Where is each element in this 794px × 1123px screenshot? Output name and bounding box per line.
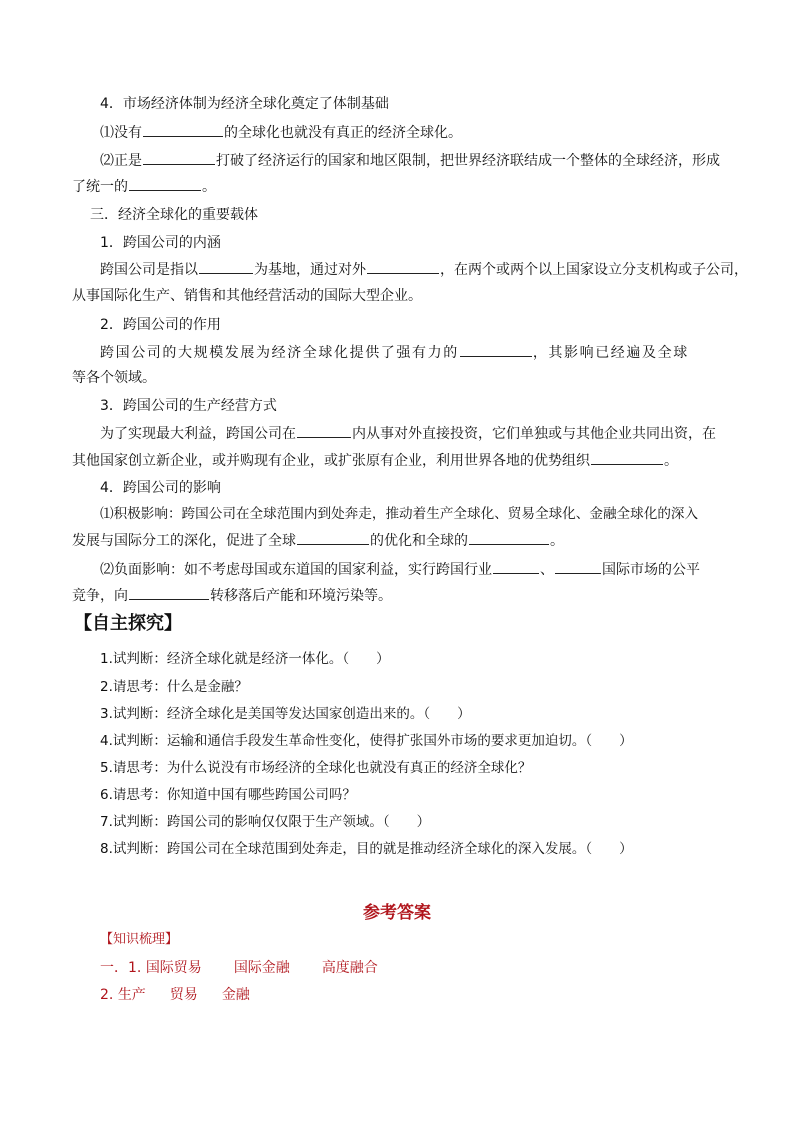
heading-p3: 3．跨国公司的生产经营方式 xyxy=(100,398,277,414)
answers-section-label: 【知识梳理】 xyxy=(100,932,179,947)
list-item: 7.试判断：跨国公司的影响仅仅限于生产领域。（ ） xyxy=(100,814,431,830)
list-item: 8.试判断：跨国公司在全球范围到处奔走，目的就是推动经济全球化的深入发展。（ ） xyxy=(100,841,633,857)
answers-title: 参考答案 xyxy=(363,903,431,923)
blank-field[interactable] xyxy=(129,177,201,191)
fill-line-4-2-cont: 了统一的 。 xyxy=(72,179,216,195)
answer-row-2: 2. 生产 贸易 金融 xyxy=(100,987,250,1003)
heading-p1: 1．跨国公司的内涵 xyxy=(100,235,221,251)
fill-line-p4-2-cont: 竞争，向 转移落后产能和环境污染等。 xyxy=(72,588,392,604)
blank-field[interactable] xyxy=(143,123,223,137)
blank-field[interactable] xyxy=(297,531,369,545)
fill-line-p4-2: ⑵负面影响：如不考虑母国或东道国的国家利益，实行跨国行业 、 国际市场的公平 xyxy=(100,562,700,578)
text-line-p2-cont: 等各个领域。 xyxy=(72,370,156,386)
list-item: 3.试判断：经济全球化是美国等发达国家创造出来的。（ ） xyxy=(100,706,471,722)
blank-field[interactable] xyxy=(297,424,351,438)
text-line-p4-1: ⑴积极影响：跨国公司在全球范围内到处奔走，推动着生产全球化、贸易全球化、金融全球化的深入 xyxy=(100,506,699,522)
fill-line-4-2: ⑵正是 打破了经济运行的国家和地区限制，把世界经济联结成一个整体的全球经济，形成 xyxy=(100,153,720,169)
blank-field[interactable] xyxy=(460,343,532,357)
heading-p4: 4．跨国公司的影响 xyxy=(100,480,221,496)
blank-field[interactable] xyxy=(129,586,209,600)
fill-line-p2: 跨国公司的大规模发展为经济全球化提供了强有力的 ，其影响已经遍及全球 xyxy=(100,345,689,361)
blank-field[interactable] xyxy=(143,151,215,165)
heading-market-economy: 4．市场经济体制为经济全球化奠定了体制基础 xyxy=(100,96,389,112)
heading-part3: 三．经济全球化的重要载体 xyxy=(90,207,258,223)
list-item: 2.请思考：什么是金融？ xyxy=(100,679,248,695)
blank-field[interactable] xyxy=(555,560,601,574)
blank-field[interactable] xyxy=(591,451,663,465)
blank-field[interactable] xyxy=(493,560,539,574)
heading-p2: 2．跨国公司的作用 xyxy=(100,317,221,333)
fill-line-p1: 跨国公司是指以 为基地，通过对外 ，在两个或两个以上国家设立分支机构或子公司， xyxy=(100,262,748,278)
fill-line-p3: 为了实现最大利益，跨国公司在 内从事对外直接投资，它们单独或与其他企业共同出资，在 xyxy=(100,426,716,442)
list-item: 4.试判断：运输和通信手段发生革命性变化，使得扩张国外市场的要求更加迫切。（ ） xyxy=(100,733,633,749)
blank-field[interactable] xyxy=(469,531,549,545)
section-title-explore: 【自主探究】 xyxy=(74,613,182,634)
blank-field[interactable] xyxy=(367,260,439,274)
fill-line-p4-1-cont: 发展与国际分工的深化，促进了全球 的优化和全球的 。 xyxy=(72,533,564,549)
text-line-p1-cont: 从事国际化生产、销售和其他经营活动的国际大型企业。 xyxy=(72,288,422,304)
fill-line-4-1: ⑴没有 的全球化也就没有真正的经济全球化。 xyxy=(100,125,462,141)
fill-line-p3-cont: 其他国家创立新企业，或并购现有企业，或扩张原有企业，利用世界各地的优势组织 。 xyxy=(72,453,678,469)
blank-field[interactable] xyxy=(199,260,253,274)
list-item: 5.请思考：为什么说没有市场经济的全球化也就没有真正的经济全球化？ xyxy=(100,760,532,776)
list-item: 1.试判断：经济全球化就是经济一体化。（ ） xyxy=(100,651,390,667)
list-item: 6.请思考：你知道中国有哪些跨国公司吗？ xyxy=(100,787,356,803)
answer-row-1: 一．1. 国际贸易 国际金融 高度融合 xyxy=(100,960,378,976)
